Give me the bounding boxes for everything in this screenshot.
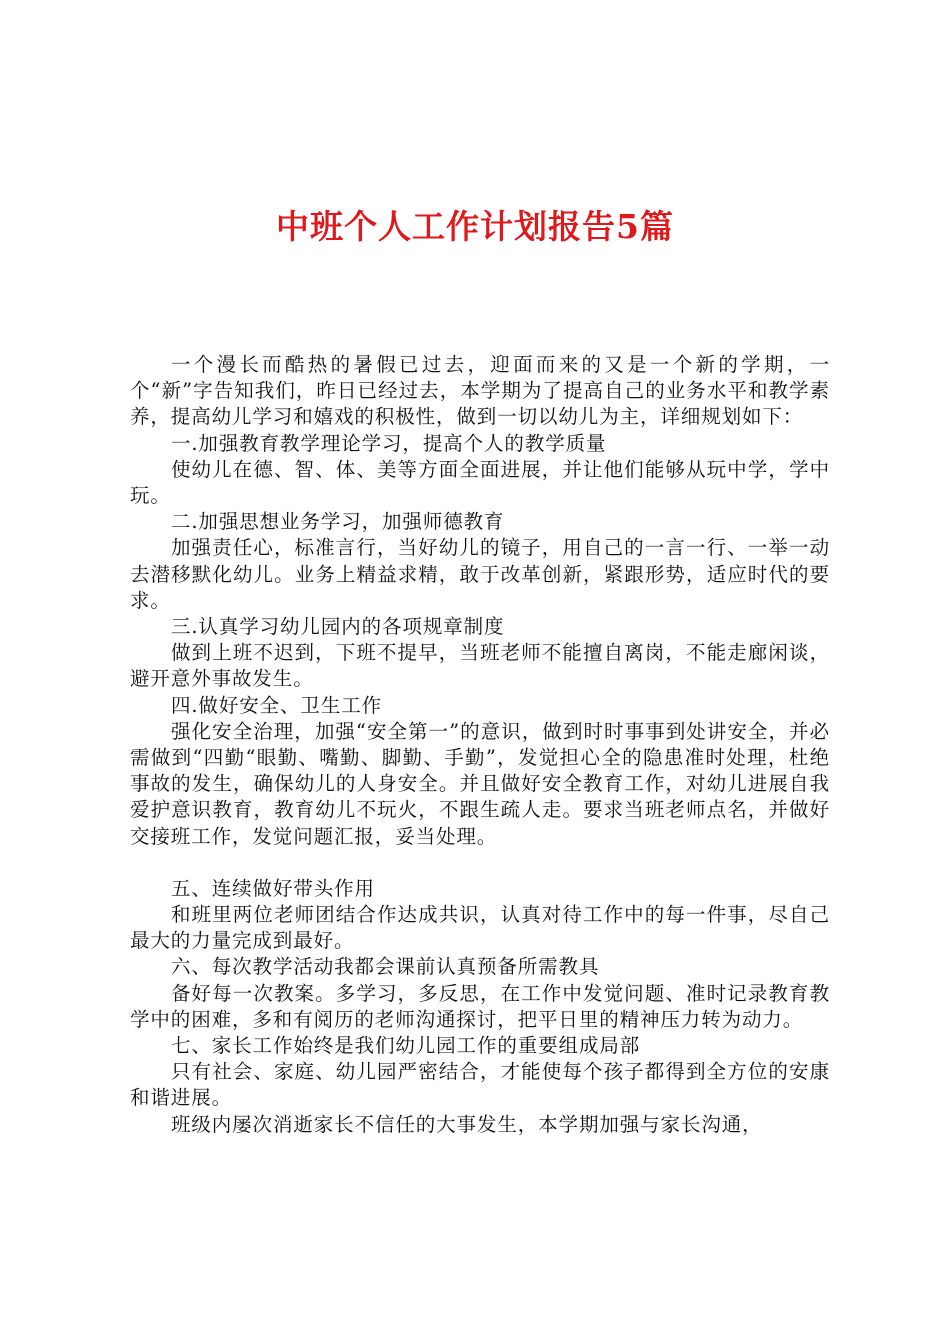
section-heading-5: 五、连续做好带头作用: [170, 876, 375, 900]
section-heading-6: 六、每次教学活动我都会课前认真预备所需教具: [170, 955, 600, 979]
section-heading-4: 四.做好安全、卫生工作: [170, 693, 383, 717]
paragraph-6: 备好每一次教案。多学习，多反思，在工作中发觉问题、准时记录教育教学中的困难，多和有阅历的老师沟通探讨，把平日里的精神压力转为动力。: [130, 981, 830, 1031]
paragraph-8: 班级内屡次消逝家长不信任的大事发生，本学期加强与家长沟通，: [170, 1112, 763, 1136]
paragraph-2: 加强责任心，标准言行，当好幼儿的镜子，用自己的一言一行、一举一动去潜移默化幼儿。业务上精益求精，敢于改革创新，紧跟形势，适应时代的要求。: [130, 536, 830, 612]
paragraph-5: 和班里两位老师团结合作达成共识，认真对待工作中的每一件事，尽自己最大的力量完成到最好。: [130, 903, 830, 953]
paragraph-intro: 一个漫长而酷热的暑假已过去，迎面而来的又是一个新的学期，一个“新”字告知我们，昨日已经过去，本学期为了提高自己的业务水平和教学素养，提高幼儿学习和嬉戏的积极性，做到一切以幼儿为主，详细规划如下：: [130, 353, 830, 429]
paragraph-1: 使幼儿在德、智、体、美等方面全面进展，并让他们能够从玩中学，学中玩。: [130, 457, 830, 508]
page-title: 中班个人工作计划报告5篇: [276, 207, 674, 246]
section-heading-3: 三.认真学习幼儿园内的各项规章制度: [170, 615, 505, 639]
paragraph-7: 只有社会、家庭、幼儿园严密结合，才能使每个孩子都得到全方位的安康和谐进展。: [130, 1060, 830, 1110]
section-heading-1: 一.加强教育教学理论学习，提高个人的教学质量: [170, 431, 607, 455]
section-heading-7: 七、家长工作始终是我们幼儿园工作的重要组成局部: [170, 1034, 641, 1058]
document-body: [130, 352, 830, 1138]
section-heading-2: 二.加强思想业务学习，加强师德教育: [170, 510, 505, 534]
paragraph-4: 强化安全治理，加强“安全第一”的意识，做到时时事事到处讲安全，并必需做到“四勤“眼勤、嘴勤、脚勤、手勤”，发觉担心全的隐患准时处理，杜绝事故的发生，确保幼儿的人身安全。并且做好安全教育工作，对幼儿进展自我爱护意识教育，教育幼儿不玩火，不跟生疏人走。要求当班老师点名，并做好交接班工作，发觉问题汇报，妥当处理。: [130, 719, 830, 848]
paragraph-3: 做到上班不迟到，下班不提早，当班老师不能擅自离岗，不能走廊闲谈，避开意外事故发生。: [130, 641, 830, 691]
